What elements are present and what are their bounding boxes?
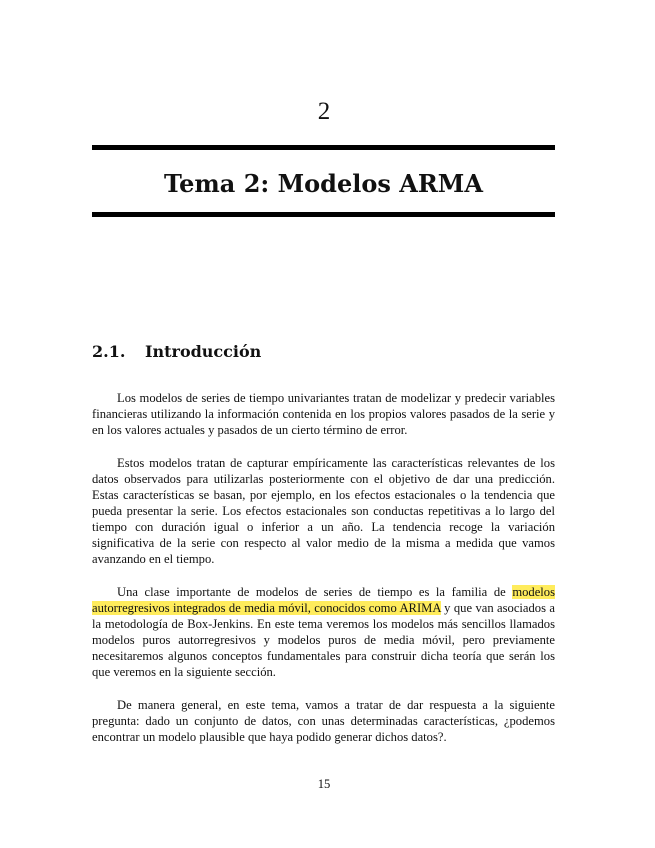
paragraph-4: De manera general, en este tema, vamos a tratar de dar respuesta a la siguiente pregunta: dado un conjunto de datos, con unas determinadas características, ¿podemos encontrar un modelo plausible que haya podido generar dichos datos?. [92, 698, 555, 744]
chapter-rule-bottom [92, 212, 555, 217]
highlighted-text[interactable]: modelos autorregresivos integrados de media móvil, conocidos como ARIMA [92, 585, 555, 615]
chapter-rule-top [92, 145, 555, 150]
chapter-number: 2 [317, 98, 331, 125]
section-heading [92, 342, 261, 361]
chapter-title: Tema 2: Modelos ARMA [164, 169, 483, 198]
paragraph-3-text-before: Una clase importante de modelos de series de tiempo es la familia de [117, 585, 513, 599]
paragraph-1: Los modelos de series de tiempo univariantes tratan de modelizar y predecir variables financieras utilizando la información contenida en los propios valores pasados de la serie y en los valores actuales y pasados de un cierto término de error. [92, 391, 555, 437]
paragraph-2: Estos modelos tratan de capturar empíricamente las características relevantes de los datos observados para utilizarlas posteriormente con el objetivo de dar una predicción. Estas características se basan, por ejemplo, en los efectos estacionales o la tendencia que pueda presentar la serie. Los efectos estacionales son conductas repetitivas a lo largo del tiempo con duración igual o inferior a un año. La tendencia recoge la variación significativa de la serie con respecto al valor medio de la misma a medida que vamos avanzando en el tiempo. [92, 456, 555, 566]
section-title: Introducción [145, 342, 262, 361]
paragraph-3 [92, 584, 555, 680]
page-number: 15 [317, 777, 331, 791]
body-text [92, 390, 555, 762]
paragraph-3-text-after: y que van asociados a la metodología de Box-Jenkins. En este tema veremos los modelos más sencillos llamados modelos puros autorregresivos y modelos puros de media móvil, pero previamente necesitaremos algunos conceptos fundamentales para construir dicha teoría que serán los que veremos en la siguiente sección. [92, 601, 555, 679]
section-number: 2.1. [92, 342, 126, 361]
